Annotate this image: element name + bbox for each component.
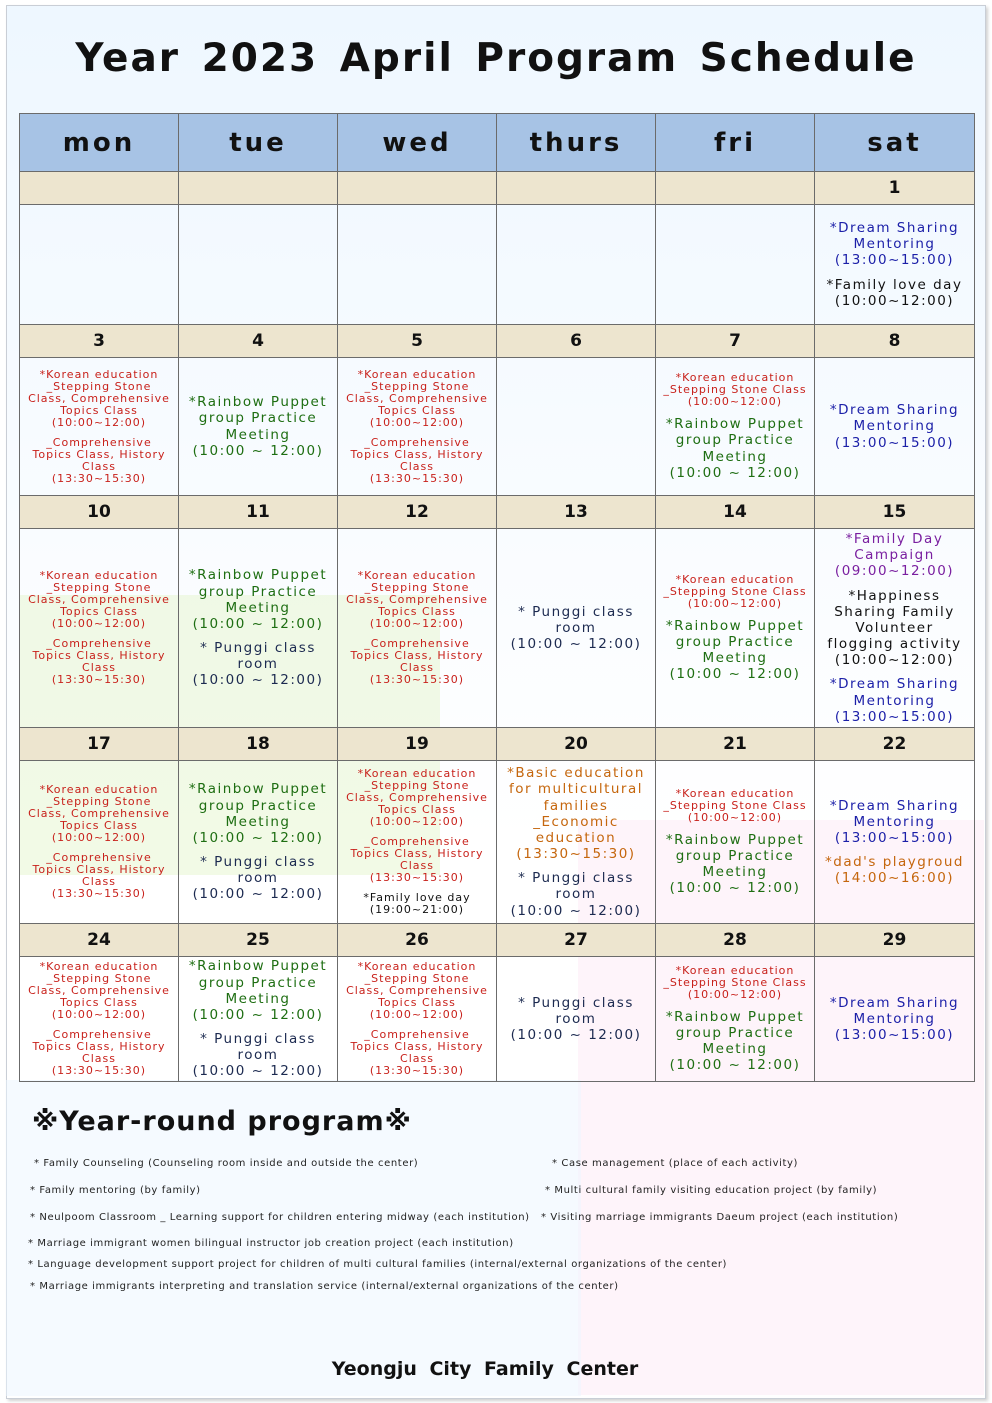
date-cell — [338, 172, 497, 205]
year-round-item: * Neulpoom Classroom _ Learning support for children entering midway (each institution) — [30, 1212, 530, 1223]
date-row — [20, 325, 975, 358]
day-cell — [656, 529, 815, 728]
event-entry: *Happiness Sharing Family Volunteer flogging activity (10:00~12:00) — [827, 587, 962, 669]
event-entry: *Family love day (10:00~12:00) — [826, 276, 963, 309]
event-entry: *Rainbow Puppet group Practice Meeting (10:00 ~ 12:00) — [665, 831, 805, 897]
day-cell — [815, 529, 975, 728]
date-cell: 18 — [179, 728, 338, 761]
events-row — [20, 761, 975, 924]
date-cell — [656, 172, 815, 205]
event-entry: *Korean education _Stepping Stone Class (10:00~12:00) — [663, 786, 807, 824]
event-entry: *Family Day Campaign (09:00~12:00) — [834, 530, 955, 580]
day-cell — [179, 529, 338, 728]
page-title: Year 2023 April Program Schedule — [75, 36, 917, 81]
event-entry: *Rainbow Puppet group Practice Meeting (10:00 ~ 12:00) — [665, 617, 805, 683]
day-cell — [338, 358, 497, 496]
event-entry: * Punggi class room (10:00 ~ 12:00) — [510, 870, 642, 919]
event-entry: *Rainbow Puppet group Practice Meeting (10:00 ~ 12:00) — [665, 416, 805, 481]
date-cell: 6 — [497, 325, 656, 358]
day-cell — [497, 761, 656, 924]
day-cell — [20, 957, 179, 1082]
event-entry: *Korean education _Stepping Stone Class, Comprehensive Topics Class (10:00~12:00) — [28, 783, 170, 844]
events-row — [20, 358, 975, 496]
date-cell: 29 — [815, 924, 975, 957]
year-round-title: ※Year-round program※ — [32, 1106, 412, 1137]
date-cell — [497, 172, 656, 205]
event-entry: * Punggi class room (10:00 ~ 12:00) — [192, 1031, 324, 1080]
event-entry: *Korean education _Stepping Stone Class, Comprehensive Topics Class (10:00~12:00) — [28, 569, 170, 630]
date-cell: 4 — [179, 325, 338, 358]
events-row — [20, 529, 975, 728]
event-entry: *Korean education _Stepping Stone Class (10:00~12:00) — [663, 371, 807, 409]
event-entry: * Punggi class room (10:00 ~ 12:00) — [510, 603, 642, 653]
year-round-item: * Marriage immigrants interpreting and translation service (internal/external organizations of the center) — [30, 1281, 619, 1292]
event-entry: *Family love day (19:00~21:00) — [363, 891, 471, 916]
day-cell — [179, 205, 338, 325]
date-cell: 12 — [338, 496, 497, 529]
event-entry: * Punggi class room (10:00 ~ 12:00) — [510, 994, 642, 1044]
weekday-sat: sat — [815, 114, 975, 172]
event-entry: *Dream Sharing Mentoring (13:00~15:00) — [829, 402, 960, 451]
year-round-item: * Multi cultural family visiting education project (by family) — [545, 1185, 878, 1196]
day-cell — [497, 205, 656, 325]
day-cell — [20, 761, 179, 924]
day-cell — [338, 761, 497, 924]
day-cell — [338, 957, 497, 1082]
event-entry: *Korean education _Stepping Stone Class (10:00~12:00) — [663, 963, 807, 1001]
weekday-header-row — [20, 114, 975, 172]
event-entry: *Rainbow Puppet group Practice Meeting (10:00 ~ 12:00) — [188, 958, 328, 1023]
year-round-item: * Language development support project for children of multi cultural families (internal/external organizations of the center) — [28, 1259, 728, 1270]
day-cell — [656, 358, 815, 496]
event-entry: *Dream Sharing Mentoring (13:00~15:00) — [829, 797, 960, 846]
year-round-item: * Marriage immigrant women bilingual instructor job creation project (each institution) — [28, 1238, 514, 1249]
date-cell: 7 — [656, 325, 815, 358]
day-cell — [815, 761, 975, 924]
events-row — [20, 957, 975, 1082]
year-round-item: * Case management (place of each activity) — [552, 1158, 799, 1169]
event-entry: _Comprehensive Topics Class, History Class (13:30~15:30) — [350, 637, 484, 686]
weekday-fri: fri — [656, 114, 815, 172]
event-entry: *Rainbow Puppet group Practice Meeting (10:00 ~ 12:00) — [188, 394, 328, 459]
day-cell — [497, 529, 656, 728]
day-cell — [656, 761, 815, 924]
event-entry: _Comprehensive Topics Class, History Class (13:30~15:30) — [350, 1028, 484, 1077]
event-entry: _Comprehensive Topics Class, History Class (13:30~15:30) — [350, 835, 484, 884]
events-row — [20, 205, 975, 325]
date-cell: 25 — [179, 924, 338, 957]
event-entry: *Korean education _Stepping Stone Class, Comprehensive Topics Class (10:00~12:00) — [346, 960, 488, 1021]
event-entry: _Comprehensive Topics Class, History Class (13:30~15:30) — [350, 435, 484, 485]
date-row — [20, 728, 975, 761]
event-entry: *dad's playgroud (14:00~16:00) — [825, 854, 964, 887]
date-cell: 1 — [815, 172, 975, 205]
day-cell — [815, 957, 975, 1082]
day-cell — [497, 957, 656, 1082]
date-cell: 27 — [497, 924, 656, 957]
date-cell: 20 — [497, 728, 656, 761]
date-cell: 17 — [20, 728, 179, 761]
event-entry: *Korean education _Stepping Stone Class, Comprehensive Topics Class (10:00~12:00) — [346, 367, 488, 429]
date-cell: 11 — [179, 496, 338, 529]
date-cell: 26 — [338, 924, 497, 957]
date-cell — [20, 172, 179, 205]
day-cell — [20, 205, 179, 325]
event-entry: *Rainbow Puppet group Practice Meeting (10:00 ~ 12:00) — [188, 781, 328, 846]
day-cell — [338, 529, 497, 728]
event-entry: _Comprehensive Topics Class, History Class (13:30~15:30) — [32, 435, 166, 485]
day-cell — [179, 761, 338, 924]
event-entry: *Korean education _Stepping Stone Class, Comprehensive Topics Class (10:00~12:00) — [28, 960, 170, 1021]
date-cell: 10 — [20, 496, 179, 529]
date-cell: 8 — [815, 325, 975, 358]
year-round-item: * Family mentoring (by family) — [30, 1185, 201, 1196]
footer-organization: Yeongju City Family Center — [331, 1358, 639, 1380]
date-cell: 13 — [497, 496, 656, 529]
date-cell: 14 — [656, 496, 815, 529]
date-row — [20, 924, 975, 957]
event-entry: *Korean education _Stepping Stone Class (10:00~12:00) — [663, 572, 807, 610]
date-cell — [179, 172, 338, 205]
event-entry: _Comprehensive Topics Class, History Class (13:30~15:30) — [32, 851, 166, 900]
day-cell — [815, 358, 975, 496]
date-cell: 28 — [656, 924, 815, 957]
date-cell: 19 — [338, 728, 497, 761]
event-entry: *Rainbow Puppet group Practice Meeting (10:00 ~ 12:00) — [188, 567, 328, 632]
date-row — [20, 496, 975, 529]
date-cell: 3 — [20, 325, 179, 358]
event-entry: * Punggi class room (10:00 ~ 12:00) — [192, 854, 324, 903]
event-entry: *Dream Sharing Mentoring (13:00~15:00) — [829, 676, 960, 725]
date-cell: 21 — [656, 728, 815, 761]
year-round-item: * Family Counseling (Counseling room inside and outside the center) — [34, 1158, 419, 1169]
event-entry: *Dream Sharing Mentoring (13:00~15:00) — [829, 994, 960, 1044]
weekday-wed: wed — [338, 114, 497, 172]
date-cell: 24 — [20, 924, 179, 957]
date-cell: 15 — [815, 496, 975, 529]
day-cell — [20, 358, 179, 496]
date-cell: 5 — [338, 325, 497, 358]
weekday-mon: mon — [20, 114, 179, 172]
day-cell — [338, 205, 497, 325]
year-round-item: * Visiting marriage immigrants Daeum project (each institution) — [541, 1212, 899, 1223]
day-cell — [179, 957, 338, 1082]
event-entry: _Comprehensive Topics Class, History Class (13:30~15:30) — [32, 637, 166, 686]
event-entry: *Basic education for multicultural families _Economic education (13:30~15:30) — [507, 765, 645, 863]
day-cell — [179, 358, 338, 496]
event-entry: *Rainbow Puppet group Practice Meeting (10:00 ~ 12:00) — [665, 1008, 805, 1074]
day-cell — [815, 205, 975, 325]
event-entry: *Korean education _Stepping Stone Class, Comprehensive Topics Class (10:00~12:00) — [28, 367, 170, 429]
calendar-body — [20, 172, 975, 1082]
event-entry: *Korean education _Stepping Stone Class, Comprehensive Topics Class (10:00~12:00) — [346, 767, 488, 828]
date-row — [20, 172, 975, 205]
day-cell — [656, 957, 815, 1082]
event-entry: *Korean education _Stepping Stone Class, Comprehensive Topics Class (10:00~12:00) — [346, 569, 488, 630]
day-cell — [20, 529, 179, 728]
date-cell: 22 — [815, 728, 975, 761]
event-entry: * Punggi class room (10:00 ~ 12:00) — [192, 640, 324, 689]
weekday-tue: tue — [179, 114, 338, 172]
day-cell — [656, 205, 815, 325]
day-cell — [497, 358, 656, 496]
event-entry: _Comprehensive Topics Class, History Class (13:30~15:30) — [32, 1028, 166, 1077]
event-entry: *Dream Sharing Mentoring (13:00~15:00) — [829, 220, 960, 269]
calendar-table — [19, 113, 975, 1082]
weekday-thurs: thurs — [497, 114, 656, 172]
